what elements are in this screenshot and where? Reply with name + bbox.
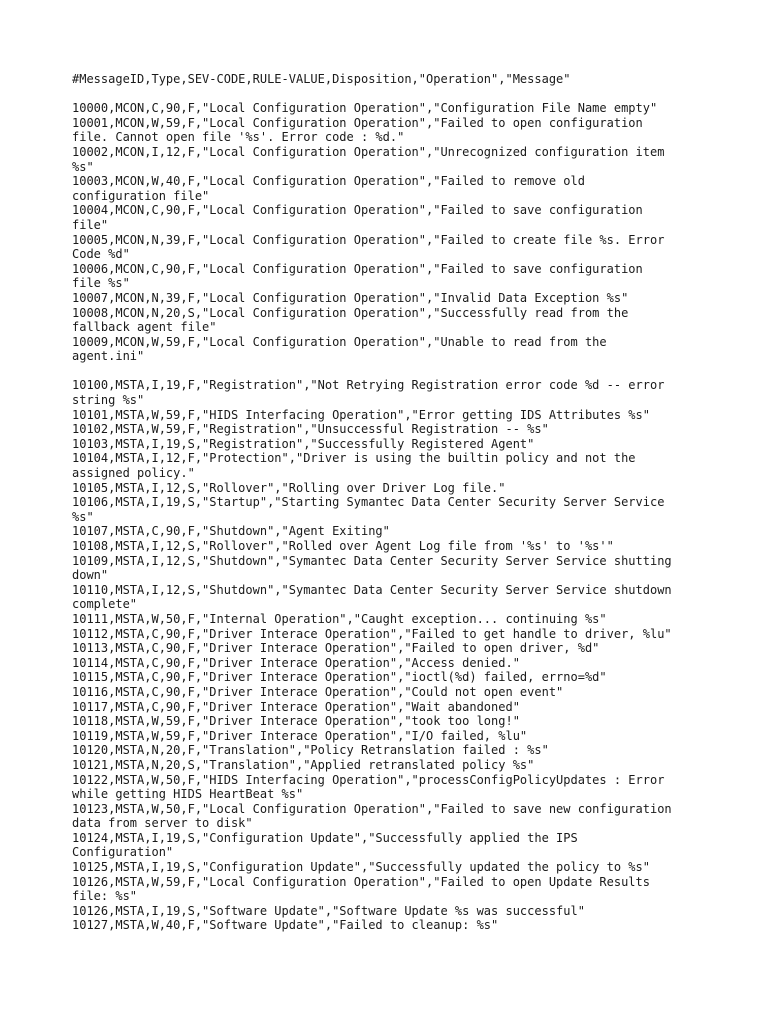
record-line: 10005,MCON,N,39,F,"Local Configuration Operation","Failed to create file %s. Error Code %d": [72, 232, 665, 262]
record-line: 10001,MCON,W,59,F,"Local Configuration Operation","Failed to open configuration file. Cannot open file '%s'. Error code : %d.": [72, 115, 643, 145]
record-line: 10112,MSTA,C,90,F,"Driver Interace Operation","Failed to get handle to driver, %lu": [72, 626, 672, 641]
record-line: 10117,MSTA,C,90,F,"Driver Interace Operation","Wait abandoned": [72, 699, 520, 714]
record-line: 10006,MCON,C,90,F,"Local Configuration Operation","Failed to save configuration file %s": [72, 261, 643, 291]
record-line: 10116,MSTA,C,90,F,"Driver Interace Operation","Could not open event": [72, 684, 564, 699]
document-page: [72, 72, 712, 933]
blank-line: [72, 87, 712, 102]
record-line: 10002,MCON,I,12,F,"Local Configuration Operation","Unrecognized configuration item %s": [72, 144, 665, 174]
record-line: 10118,MSTA,W,59,F,"Driver Interace Operation","took too long!": [72, 714, 520, 729]
record-line: 10125,MSTA,I,19,S,"Configuration Update","Successfully updated the policy to %s": [72, 860, 650, 875]
record-line: 10115,MSTA,C,90,F,"Driver Interace Operation","ioctl(%d) failed, errno=%d": [72, 670, 607, 685]
record-line: 10121,MSTA,N,20,S,"Translation","Applied retranslated policy %s": [72, 757, 535, 772]
record-line: 10102,MSTA,W,59,F,"Registration","Unsuccessful Registration -- %s": [72, 422, 549, 437]
record-line: 10003,MCON,W,40,F,"Local Configuration Operation","Failed to remove old configuration file": [72, 174, 585, 203]
record-line: 10100,MSTA,I,19,F,"Registration","Not Retrying Registration error code %d -- error string %s": [72, 378, 665, 408]
record-line: 10124,MSTA,I,19,S,"Configuration Update","Successfully applied the IPS Configuration": [72, 830, 578, 860]
record-line: 10113,MSTA,C,90,F,"Driver Interace Operation","Failed to open driver, %d": [72, 641, 600, 656]
record-line: 10109,MSTA,I,12,S,"Shutdown","Symantec Data Center Security Server Service shutting down": [72, 553, 672, 583]
record-line: 10106,MSTA,I,19,S,"Startup","Starting Symantec Data Center Security Server Service %s": [72, 495, 665, 524]
blank-line: [72, 364, 712, 379]
record-line: 10107,MSTA,C,90,F,"Shutdown","Agent Exiting": [72, 524, 390, 539]
record-line: 10110,MSTA,I,12,S,"Shutdown","Symantec Data Center Security Server Service shutdown complete": [72, 582, 672, 612]
record-line: 10111,MSTA,W,50,F,"Internal Operation","Caught exception... continuing %s": [72, 611, 607, 626]
group-msta: [72, 378, 712, 933]
record-line: 10008,MCON,N,20,S,"Local Configuration Operation","Successfully read from the fallback agent file": [72, 305, 629, 335]
header-line: #MessageID,Type,SEV-CODE,RULE-VALUE,Disposition,"Operation","Message": [72, 72, 571, 86]
record-line: 10007,MCON,N,39,F,"Local Configuration Operation","Invalid Data Exception %s": [72, 290, 629, 305]
record-line: 10123,MSTA,W,50,F,"Local Configuration Operation","Failed to save new configuration data from server to disk": [72, 801, 672, 831]
record-line: 10127,MSTA,W,40,F,"Software Update","Failed to cleanup: %s": [72, 918, 499, 933]
record-line: 10009,MCON,W,59,F,"Local Configuration Operation","Unable to read from the agent.ini": [72, 334, 607, 364]
record-line: 10105,MSTA,I,12,S,"Rollover","Rolling over Driver Log file.": [72, 480, 506, 495]
record-line: 10101,MSTA,W,59,F,"HIDS Interfacing Operation","Error getting IDS Attributes %s": [72, 407, 650, 422]
record-line: 10120,MSTA,N,20,F,"Translation","Policy Retranslation failed : %s": [72, 743, 549, 758]
record-line: 10126,MSTA,W,59,F,"Local Configuration Operation","Failed to open Update Results file: %s": [72, 874, 650, 904]
record-line: 10114,MSTA,C,90,F,"Driver Interace Operation","Access denied.": [72, 655, 520, 670]
record-line: 10122,MSTA,W,50,F,"HIDS Interfacing Operation","processConfigPolicyUpdates : Error while getting HIDS HeartBeat %s": [72, 772, 665, 802]
record-line: 10103,MSTA,I,19,S,"Registration","Successfully Registered Agent": [72, 436, 535, 451]
record-line: 10108,MSTA,I,12,S,"Rollover","Rolled over Agent Log file from '%s' to '%s'": [72, 539, 614, 553]
group-mcon: [72, 101, 712, 364]
record-line: 10126,MSTA,I,19,S,"Software Update","Software Update %s was successful": [72, 903, 585, 918]
record-line: 10119,MSTA,W,59,F,"Driver Interace Operation","I/O failed, %lu": [72, 728, 528, 743]
record-line: 10104,MSTA,I,12,F,"Protection","Driver is using the builtin policy and not the assigned policy.": [72, 451, 636, 481]
record-line: 10004,MCON,C,90,F,"Local Configuration Operation","Failed to save configuration file": [72, 203, 643, 232]
record-line: 10000,MCON,C,90,F,"Local Configuration Operation","Configuration File Name empty": [72, 101, 658, 116]
